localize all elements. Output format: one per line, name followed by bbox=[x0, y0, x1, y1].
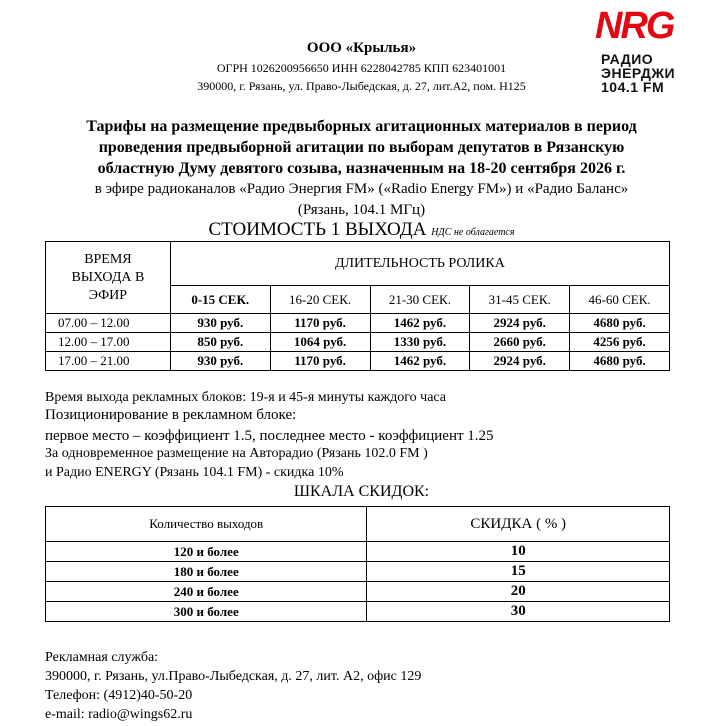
cost-heading-text: СТОИМОСТЬ 1 ВЫХОДА bbox=[208, 219, 427, 240]
table-row bbox=[46, 333, 670, 352]
title-line-3: областную Думу девятого созыва, назначенным на 18-20 сентября 2026 г. bbox=[97, 160, 626, 177]
price-cell: 1064 руб. bbox=[270, 333, 370, 352]
discount-value: 20 bbox=[367, 582, 670, 602]
subtitle-line-2: (Рязань, 104.1 МГц) bbox=[297, 202, 426, 218]
table-row bbox=[46, 542, 670, 562]
contact-email[interactable]: e-mail: radio@wings62.ru bbox=[45, 707, 193, 722]
price-cell: 4256 руб. bbox=[570, 333, 670, 352]
price-cell: 4680 руб. bbox=[570, 314, 670, 333]
company-address: 390000, г. Рязань, ул. Право-Лыбедская, д. 27, лит.А2, пом. Н125 bbox=[197, 79, 526, 93]
price-cell: 1462 руб. bbox=[370, 314, 470, 333]
price-cell: 1330 руб. bbox=[370, 333, 470, 352]
price-cell: 930 руб. bbox=[170, 314, 270, 333]
document-title bbox=[20, 116, 703, 179]
duration-col-16-20: 16-20 СЕК. bbox=[270, 286, 370, 314]
title-line-2: проведения предвыборной агитации по выборам депутатов в Рязанскую bbox=[98, 139, 625, 156]
duration-col-0-15: 0-15 СЕК. bbox=[170, 286, 270, 314]
discount-quantity: 300 и более bbox=[46, 602, 367, 622]
subtitle-line-1: в эфире радиоканалов «Радио Энергия FM» («Radio Energy FM») и «Радио Баланс» bbox=[94, 181, 629, 197]
time-header-line-3: ЭФИР bbox=[88, 287, 128, 303]
quantity-header: Количество выходов bbox=[46, 507, 367, 542]
discount-header-row bbox=[46, 507, 670, 542]
discount-value: 10 bbox=[367, 542, 670, 562]
logo-brand: NRG bbox=[595, 5, 674, 47]
time-header-line-2: ВЫХОДА В bbox=[71, 269, 145, 285]
table-row bbox=[46, 562, 670, 582]
logo-line-radio: РАДИО bbox=[601, 51, 654, 67]
ad-block-times: Время выхода рекламных блоков: 19-я и 45-я минуты каждого часа bbox=[45, 390, 447, 405]
price-cell: 1462 руб. bbox=[370, 352, 470, 371]
tariff-table bbox=[45, 241, 670, 371]
discount-value: 15 bbox=[367, 562, 670, 582]
table-row bbox=[46, 582, 670, 602]
price-cell: 1170 руб. bbox=[270, 352, 370, 371]
discount-quantity: 120 и более bbox=[46, 542, 367, 562]
time-slot: 17.00 – 21.00 bbox=[46, 352, 171, 371]
contact-address: 390000, г. Рязань, ул.Право-Лыбедская, д. 27, лит. А2, офис 129 bbox=[45, 669, 422, 684]
price-cell: 2660 руб. bbox=[470, 333, 570, 352]
contact-phone: Телефон: (4912)40-50-20 bbox=[45, 688, 193, 703]
discount-value: 30 bbox=[367, 602, 670, 622]
duration-header: ДЛИТЕЛЬНОСТЬ РОЛИКА bbox=[170, 242, 669, 286]
positioning-heading: Позиционирование в рекламном блоке: bbox=[45, 407, 297, 423]
table-row bbox=[46, 314, 670, 333]
price-cell: 4680 руб. bbox=[570, 352, 670, 371]
time-header-line-1: ВРЕМЯ bbox=[84, 251, 132, 267]
contact-heading: Рекламная служба: bbox=[45, 650, 159, 665]
duration-col-21-30: 21-30 СЕК. bbox=[370, 286, 470, 314]
discount-table bbox=[45, 506, 670, 622]
time-slot: 12.00 – 17.00 bbox=[46, 333, 171, 352]
discount-percent-header: СКИДКА ( % ) bbox=[367, 507, 670, 542]
price-cell: 2924 руб. bbox=[470, 352, 570, 371]
combined-placement-line-1: За одновременное размещение на Авторадио (Рязань 102.0 FM ) bbox=[45, 446, 428, 461]
time-header bbox=[46, 242, 171, 314]
price-cell: 930 руб. bbox=[170, 352, 270, 371]
price-cell: 2924 руб. bbox=[470, 314, 570, 333]
company-name: ООО «Крылья» bbox=[306, 40, 417, 56]
duration-col-31-45: 31-45 СЕК. bbox=[470, 286, 570, 314]
price-cell: 1170 руб. bbox=[270, 314, 370, 333]
table-row bbox=[46, 602, 670, 622]
document-subtitle bbox=[20, 179, 703, 221]
discount-quantity: 240 и более bbox=[46, 582, 367, 602]
company-registration: ОГРН 1026200956650 ИНН 6228042785 КПП 623401001 bbox=[216, 61, 507, 75]
title-line-1: Тарифы на размещение предвыборных агитационных материалов в период bbox=[86, 118, 637, 135]
discount-heading: ШКАЛА СКИДОК: bbox=[293, 483, 430, 500]
duration-col-46-60: 46-60 СЕК. bbox=[570, 286, 670, 314]
logo-line-frequency: 104.1 FM bbox=[601, 79, 665, 95]
discount-quantity: 180 и более bbox=[46, 562, 367, 582]
table-row bbox=[46, 352, 670, 371]
logo-line-energy: ЭНЕРДЖИ bbox=[601, 65, 676, 81]
time-slot: 07.00 – 12.00 bbox=[46, 314, 171, 333]
combined-placement-line-2: и Радио ENERGY (Рязань 104.1 FM) - скидка 10% bbox=[45, 465, 344, 480]
positioning-coefficients: первое место – коэффициент 1.5, последнее место - коэффициент 1.25 bbox=[45, 428, 494, 444]
vat-note: НДС не облагается bbox=[431, 227, 515, 238]
price-cell: 850 руб. bbox=[170, 333, 270, 352]
